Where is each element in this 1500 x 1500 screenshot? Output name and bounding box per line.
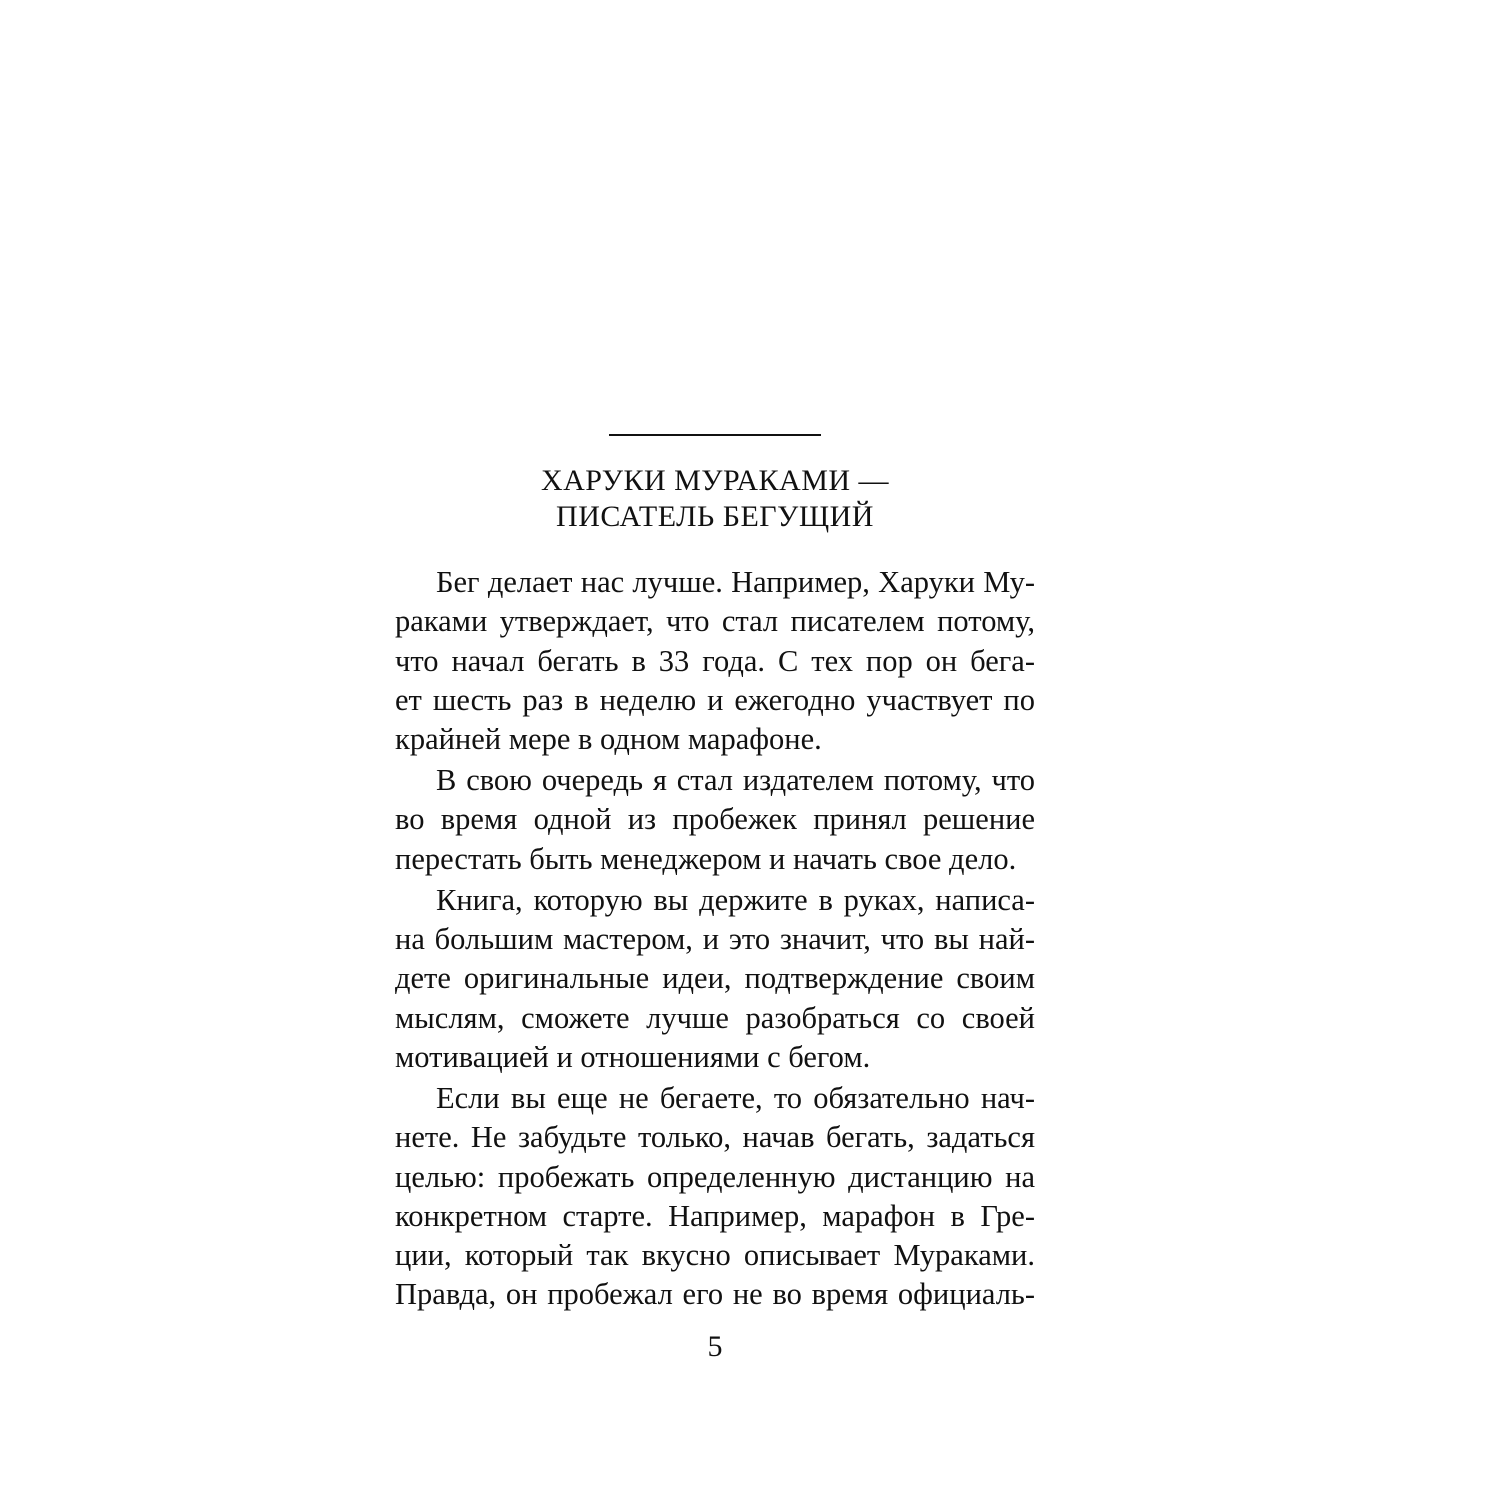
paragraph-2 (395, 761, 1035, 879)
text-line: целью: пробежать определенную дистанцию на (395, 1159, 1035, 1194)
paragraph-1 (395, 563, 1035, 759)
text-line: Правда, он пробежал его не во время официаль- (395, 1277, 1035, 1312)
text-line: Если вы еще не бегаете, то обязательно нач- (436, 1080, 1035, 1115)
text-line: мотивацией и отношениями с бегом. (395, 1039, 871, 1074)
text-line: Бег делает нас лучше. Например, Харуки Му- (436, 565, 1035, 599)
text-line: крайней мере в одном марафоне. (395, 722, 822, 757)
text-line: перестать быть менеджером и начать свое дело. (395, 841, 1017, 876)
text-line: мыслям, сможете лучше разобраться со своей (395, 1000, 1035, 1035)
text-line: конкретном старте. Например, марафон в Гре- (395, 1198, 1035, 1233)
body-text (395, 563, 1035, 1315)
heading-line-2: ПИСАТЕЛЬ БЕГУЩИЙ (556, 500, 874, 533)
text-line: во время одной из пробежек принял решение (395, 802, 1035, 837)
heading-rule (609, 434, 821, 436)
text-line: Книга, которую вы держите в руках, написа- (436, 882, 1035, 917)
text-line: дете оригинальные идеи, подтверждение своим (395, 961, 1035, 996)
paragraph-3 (395, 881, 1035, 1077)
text-line: В свою очередь я стал издателем потому, что (436, 763, 1035, 798)
text-line: ет шесть раз в неделю и ежегодно участвует по (395, 682, 1035, 717)
paragraph-4 (395, 1079, 1035, 1315)
text-line: ции, который так вкусно описывает Мураками. (395, 1238, 1035, 1273)
text-line: раками утверждает, что стал писателем потому, (395, 604, 1035, 639)
page-number: 5 (707, 1330, 723, 1363)
text-line: на большим мастером, и это значит, что вы най- (395, 922, 1035, 957)
text-line: нете. Не забудьте только, начав бегать, задаться (395, 1120, 1035, 1155)
heading-line-1: ХАРУКИ МУРАКАМИ — (540, 464, 890, 497)
chapter-heading (393, 463, 1037, 535)
text-line: что начал бегать в 33 года. С тех пор он бега- (395, 643, 1035, 678)
